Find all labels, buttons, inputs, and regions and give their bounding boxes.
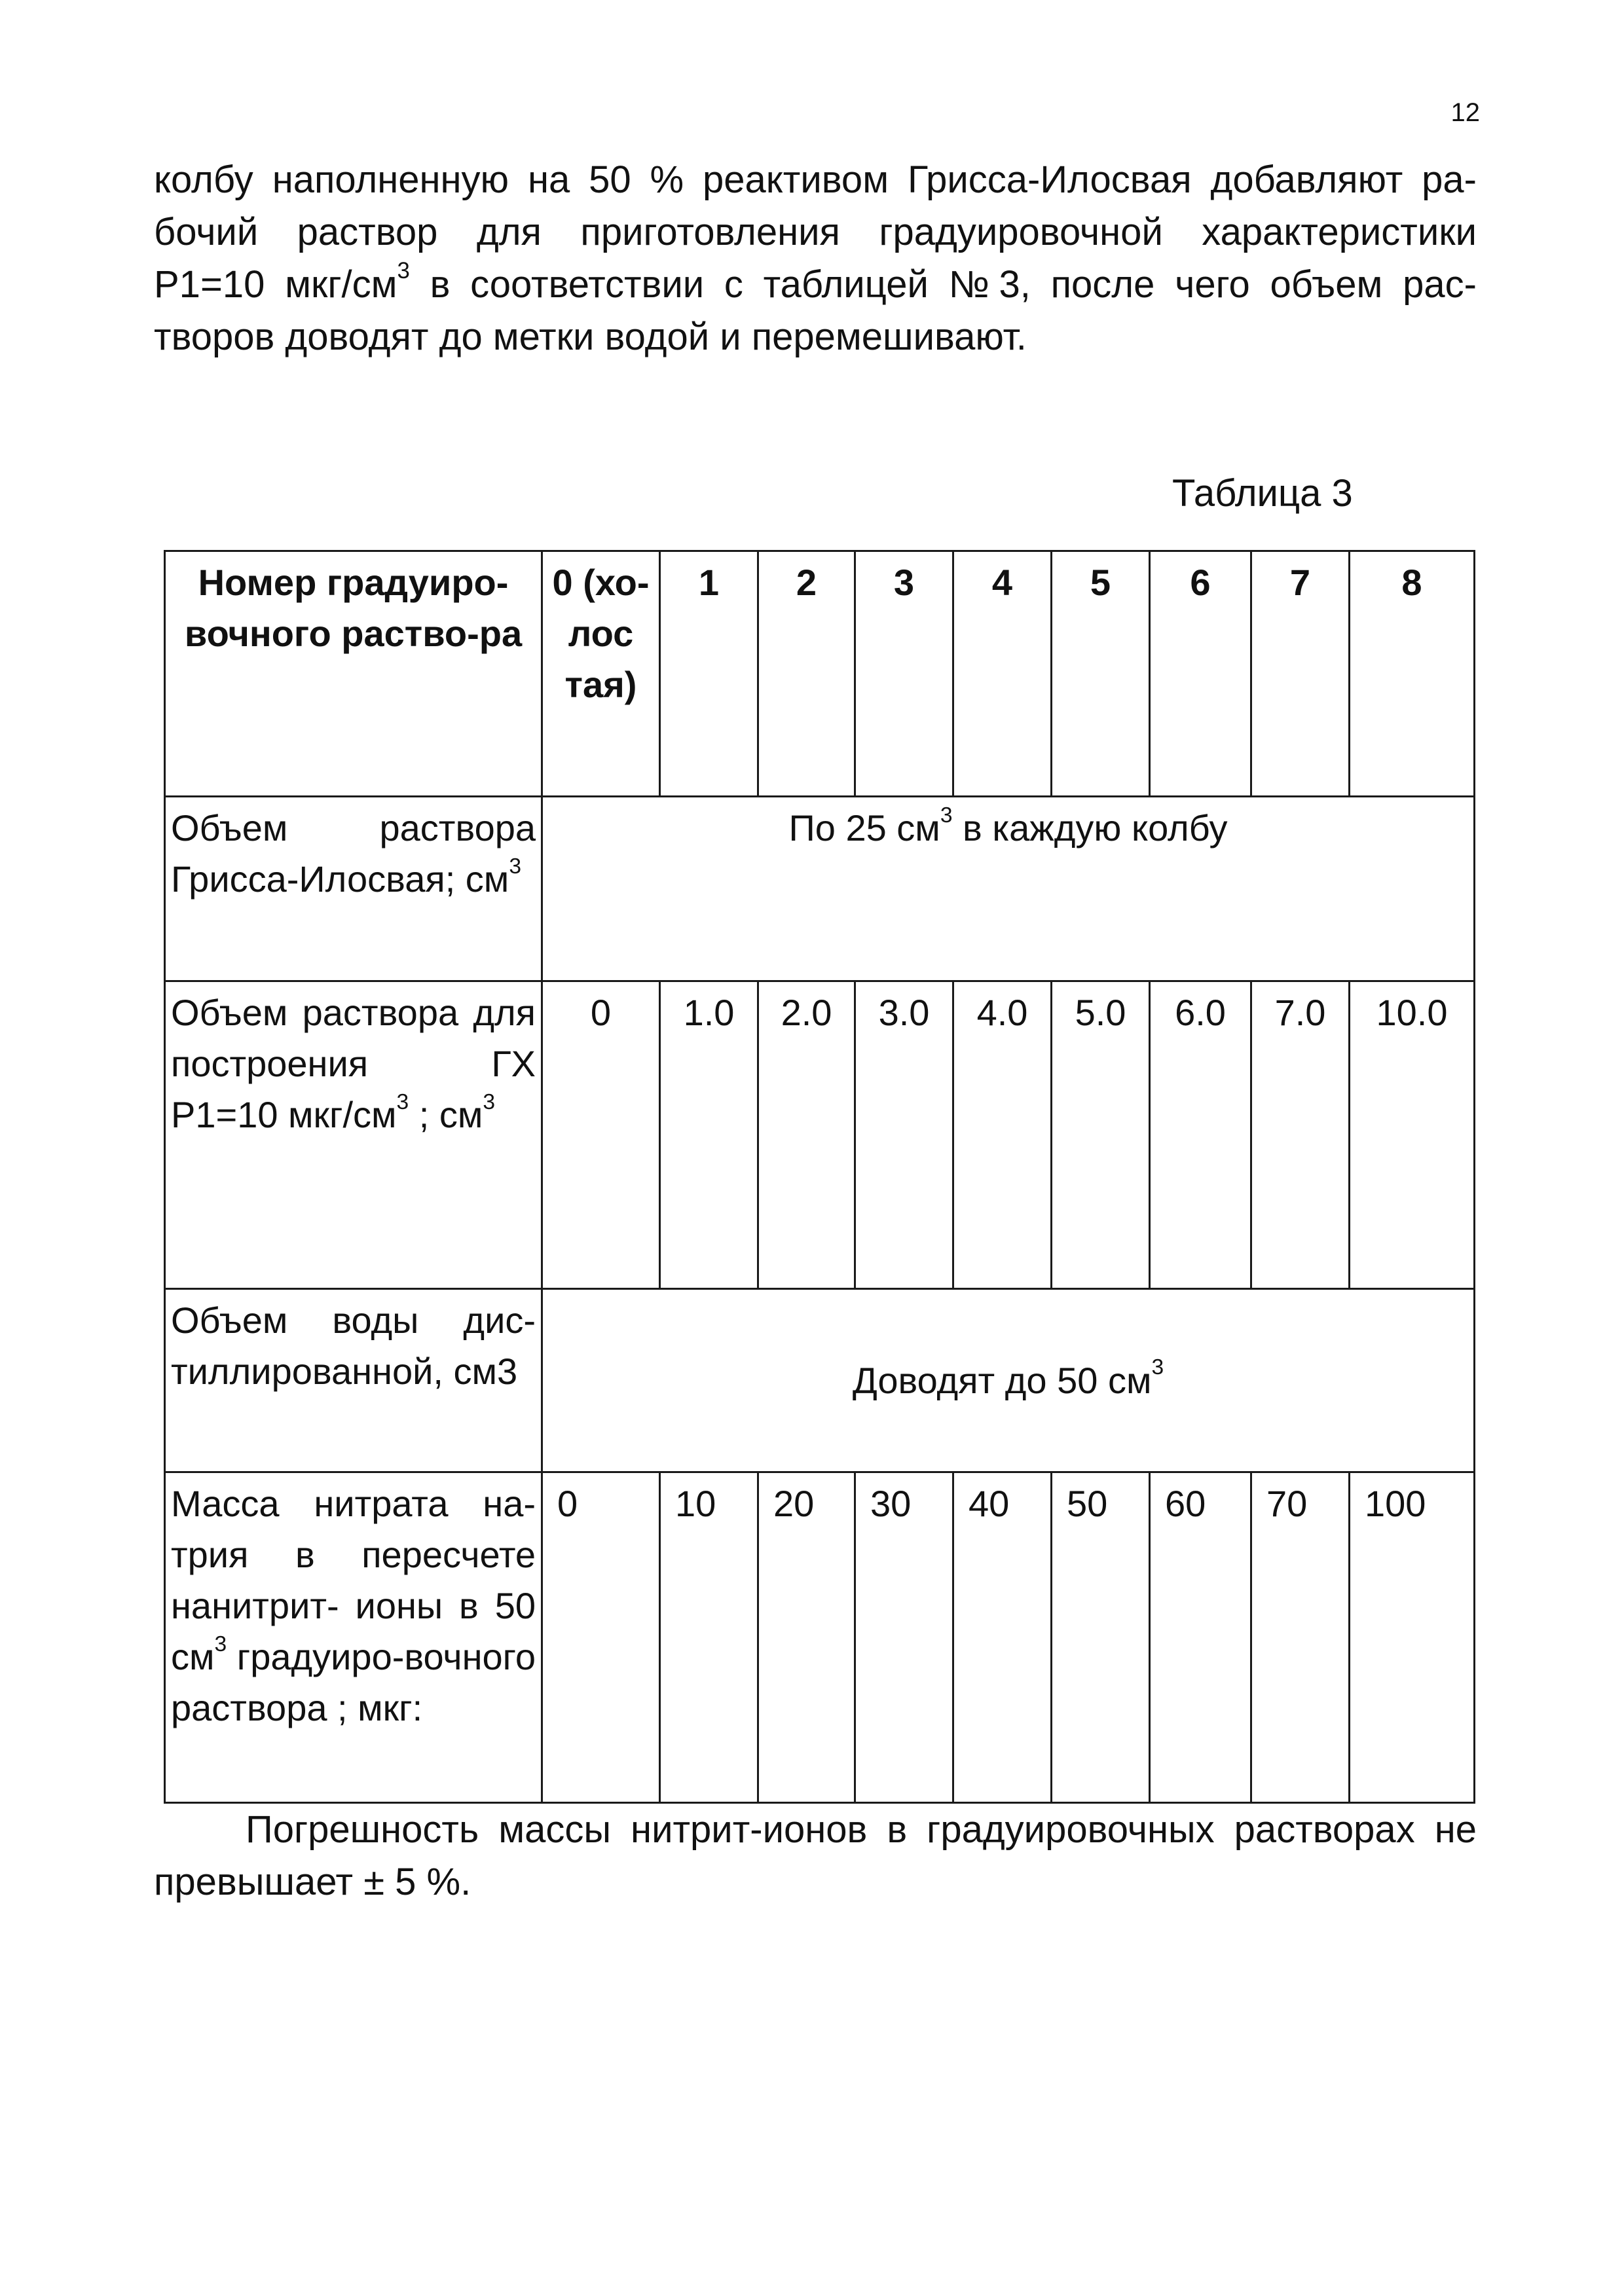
mass-value-7: 70 bbox=[1251, 1472, 1350, 1803]
volume-value-8: 10.0 bbox=[1350, 981, 1475, 1289]
mass-value-2: 20 bbox=[758, 1472, 855, 1803]
volume-value-1: 1.0 bbox=[660, 981, 758, 1289]
griss-row bbox=[165, 797, 1475, 981]
volume-label: Объем раствора для построения ГХ Р1=10 мкг/$см^3$ ; $см^3$ bbox=[165, 981, 542, 1289]
header-col-5: 5 bbox=[1052, 551, 1150, 797]
griss-merged-value: По 25 $см^3$ в каждую колбу bbox=[542, 797, 1475, 981]
mass-value-8: 100 bbox=[1350, 1472, 1475, 1803]
volume-value-4: 4.0 bbox=[953, 981, 1052, 1289]
header-col-6: 6 bbox=[1150, 551, 1251, 797]
mass-value-4: 40 bbox=[953, 1472, 1052, 1803]
header-row bbox=[165, 551, 1475, 797]
mass-row bbox=[165, 1472, 1475, 1803]
mass-value-5: 50 bbox=[1052, 1472, 1150, 1803]
volume-value-0: 0 bbox=[542, 981, 660, 1289]
volume-row bbox=[165, 981, 1475, 1289]
volume-value-2: 2.0 bbox=[758, 981, 855, 1289]
header-col-3: 3 bbox=[855, 551, 953, 797]
mass-value-0: 0 bbox=[542, 1472, 660, 1803]
footer-line-2: превышает ± 5 %. bbox=[154, 1861, 471, 1903]
mass-value-3: 30 bbox=[855, 1472, 953, 1803]
mass-label: Масса нитрата на-трия в пересчете нанитрит- ионы в 50 $см^3$ градуиро-вочного раствора ; мкг: bbox=[165, 1472, 542, 1803]
volume-value-6: 6.0 bbox=[1150, 981, 1251, 1289]
intro-line-4: творов доводят до метки водой и перемешивают. bbox=[154, 316, 1027, 358]
griss-label: Объем раствора Грисса-Илосвая; $см^3$ bbox=[165, 797, 542, 981]
mass-value-6: 60 bbox=[1150, 1472, 1251, 1803]
volume-value-3: 3.0 bbox=[855, 981, 953, 1289]
footer-line-1: Погрешность массы нитрит-ионов в градуировочных растворах не bbox=[246, 1808, 1477, 1851]
intro-line-1: колбу наполненную на 50 % реактивом Грисса-Илосвая добавляют ра- bbox=[154, 158, 1477, 201]
header-col-1: 1 bbox=[660, 551, 758, 797]
water-label: Объем воды дис-тиллированной, см3 bbox=[165, 1289, 542, 1472]
volume-value-5: 5.0 bbox=[1052, 981, 1150, 1289]
header-col-4: 4 bbox=[953, 551, 1052, 797]
header-col-8: 8 bbox=[1350, 551, 1475, 797]
table-caption: Таблица 3 bbox=[1172, 472, 1353, 515]
water-merged-value: Доводят до 50 $см^3$ bbox=[542, 1289, 1475, 1472]
intro-line-2: бочий раствор для приготовления градуировочной характеристики bbox=[154, 211, 1477, 253]
page-number: 12 bbox=[1450, 98, 1480, 127]
intro-paragraph bbox=[154, 154, 1477, 363]
footer-note bbox=[154, 1804, 1477, 1908]
header-label-cell: Номер градуиро-вочного раство-ра bbox=[165, 551, 542, 797]
header-col-7: 7 bbox=[1251, 551, 1350, 797]
header-col-2: 2 bbox=[758, 551, 855, 797]
mass-value-1: 10 bbox=[660, 1472, 758, 1803]
water-row bbox=[165, 1289, 1475, 1472]
calibration-table bbox=[164, 550, 1475, 1804]
header-col-0: 0 (хо-лос тая) bbox=[542, 551, 660, 797]
volume-value-7: 7.0 bbox=[1251, 981, 1350, 1289]
intro-line-3: Р1=10 мкг/$см^3$ в соответствии с таблицей №3, после чего объем рас- bbox=[154, 257, 1477, 306]
